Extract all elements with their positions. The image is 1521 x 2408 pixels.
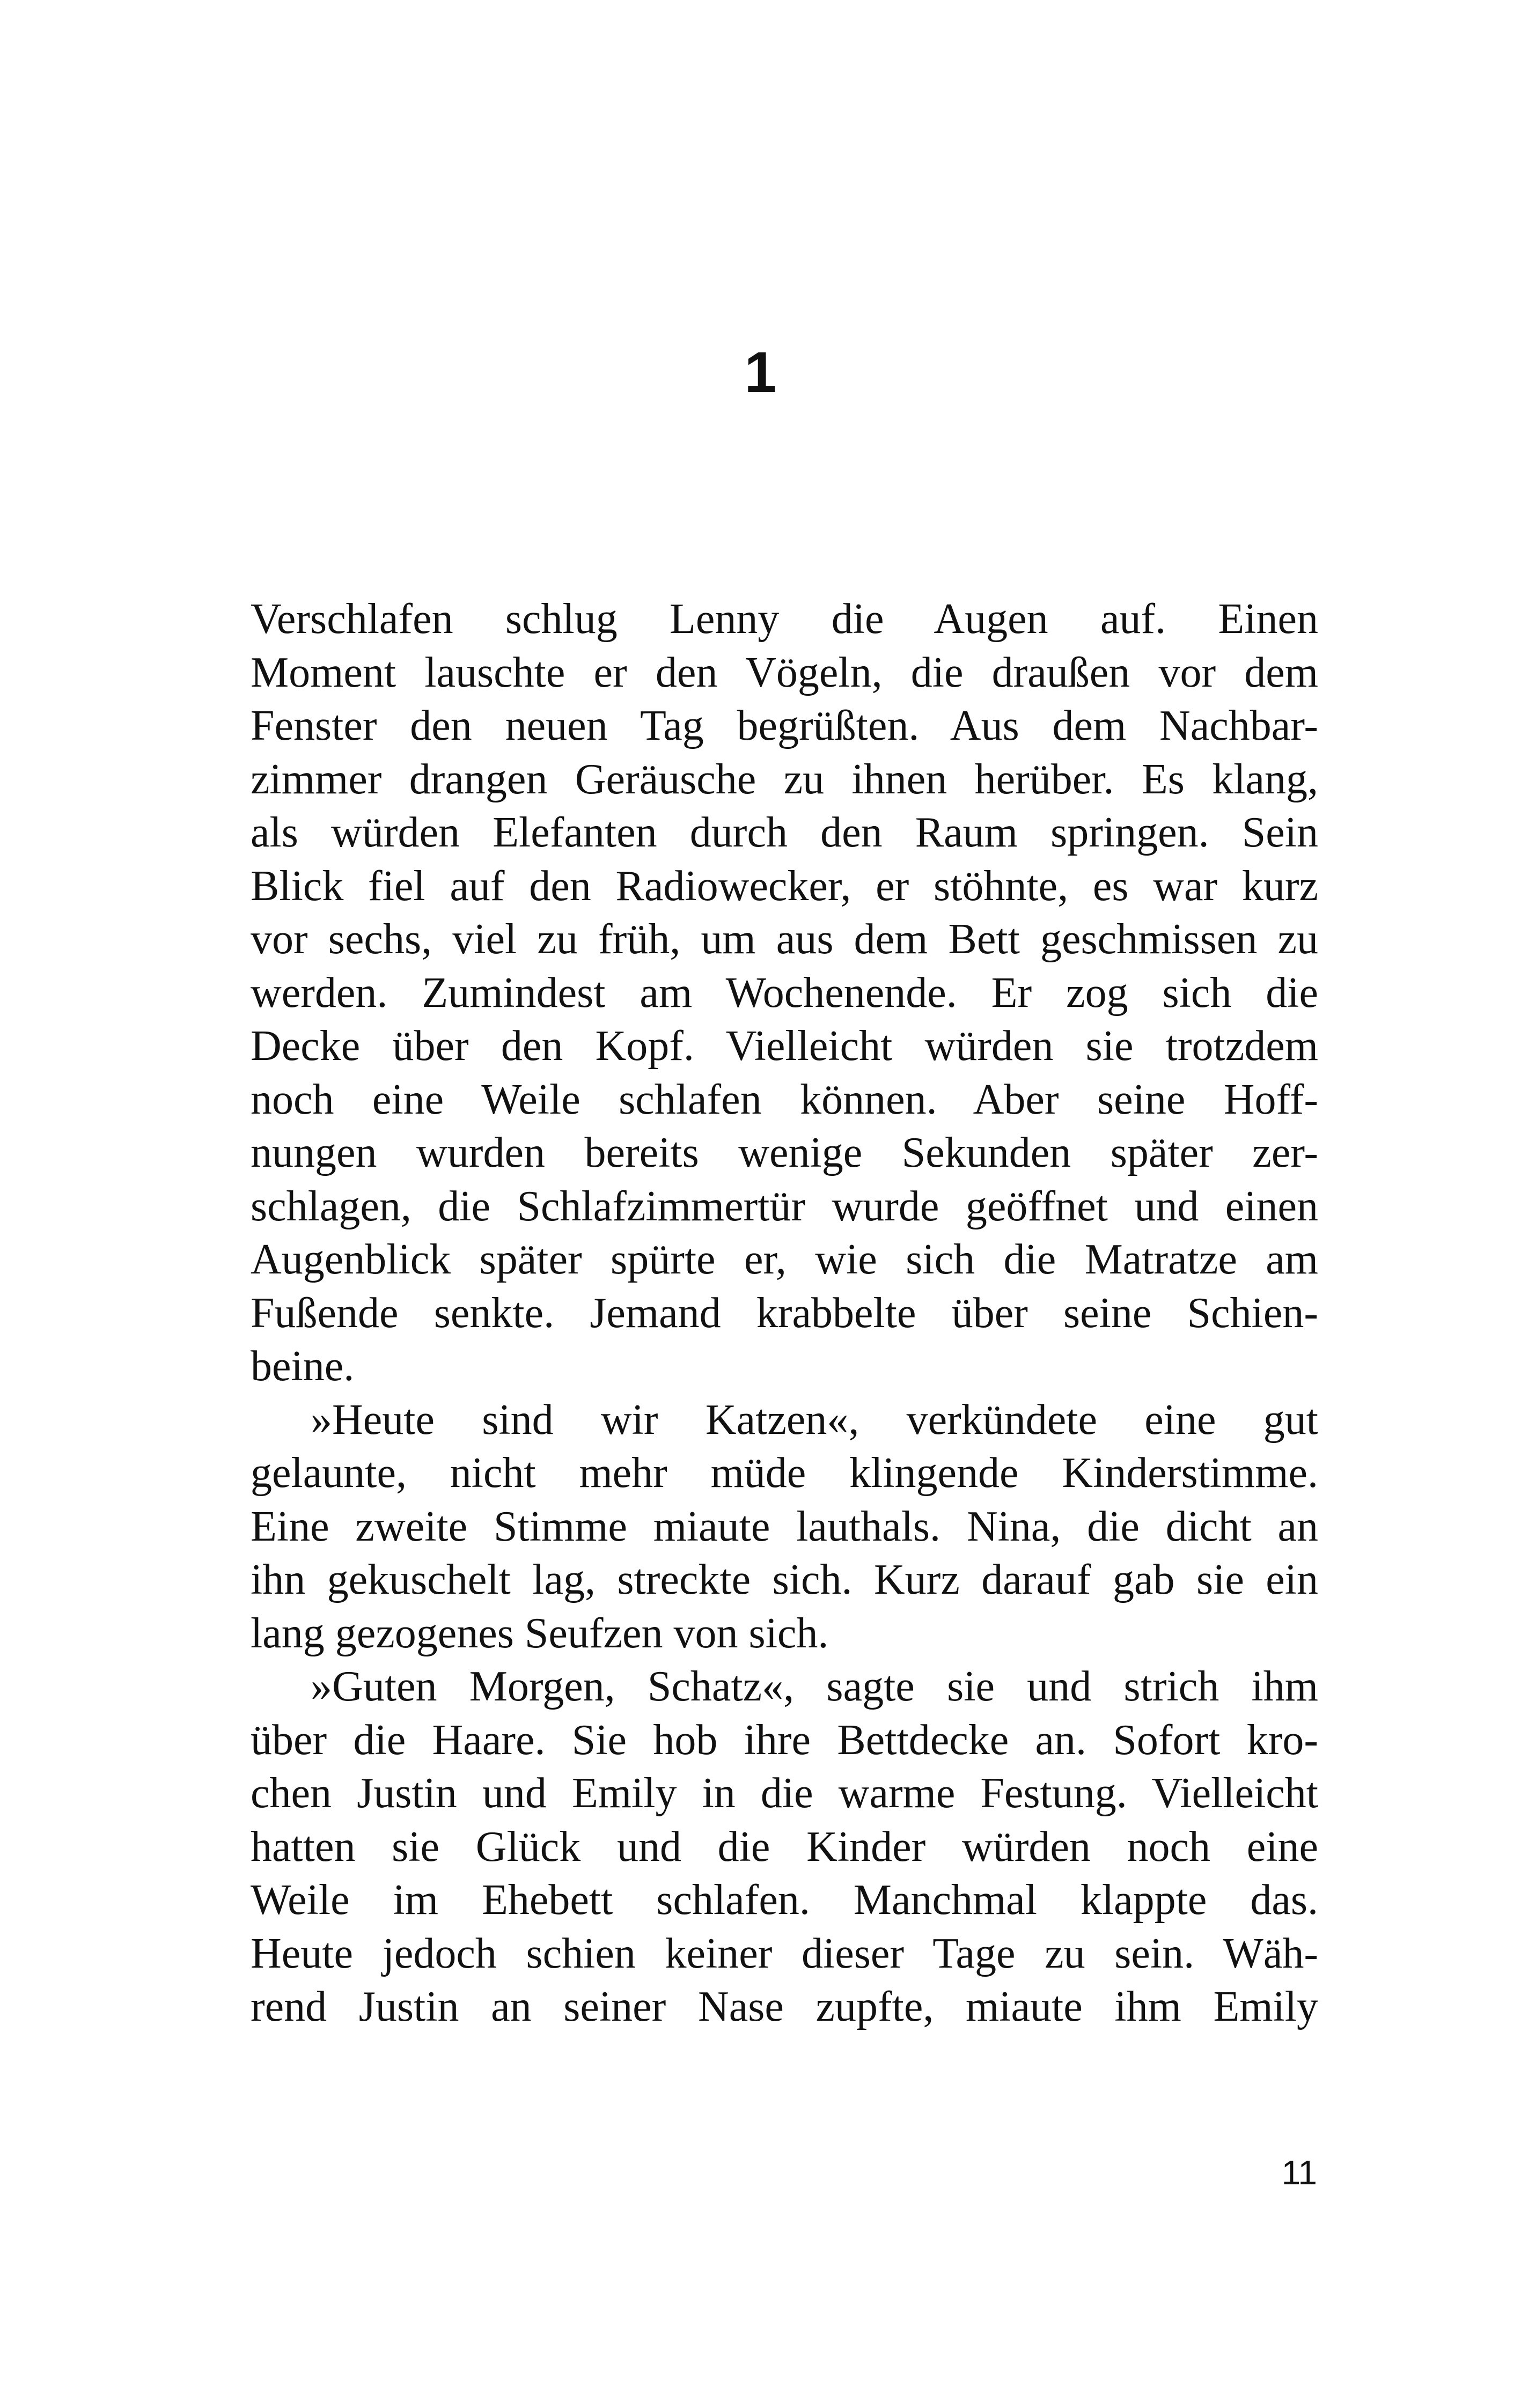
text-line: Fußende senkte. Jemand krabbelte über seine Schien- [251, 1289, 1318, 1337]
text-line: Verschlafen schlug Lenny die Augen auf. Einen [251, 595, 1318, 643]
text-line: rend Justin an seiner Nase zupfte, miaute ihm Emily [251, 1983, 1318, 2030]
text-line: Decke über den Kopf. Vielleicht würden sie trotzdem [251, 1022, 1318, 1070]
body-text [251, 593, 1318, 2034]
text-line: ihn gekuschelt lag, streckte sich. Kurz darauf gab sie ein [251, 1556, 1318, 1603]
text-line: gelaunte, nicht mehr müde klingende Kinderstimme. [251, 1449, 1318, 1497]
text-line: Augenblick später spürte er, wie sich die Matratze am [251, 1236, 1318, 1283]
text-line: Eine zweite Stimme miaute lauthals. Nina, die dicht an [251, 1503, 1318, 1550]
text-line: chen Justin und Emily in die warme Festung. Vielleicht [251, 1770, 1318, 1817]
text-line: Moment lauschte er den Vögeln, die draußen vor dem [251, 649, 1318, 696]
text-line: werden. Zumindest am Wochenende. Er zog sich die [251, 969, 1318, 1017]
text-line: noch eine Weile schlafen können. Aber seine Hoff- [251, 1076, 1318, 1123]
text-line: Weile im Ehebett schlafen. Manchmal klappte das. [251, 1876, 1318, 1924]
text-line: über die Haare. Sie hob ihre Bettdecke an. Sofort kro- [251, 1716, 1318, 1764]
text-line: Blick fiel auf den Radiowecker, er stöhnte, es war kurz [251, 862, 1318, 910]
text-line: schlagen, die Schlafzimmertür wurde geöffnet und einen [251, 1182, 1318, 1230]
text-line: hatten sie Glück und die Kinder würden noch eine [251, 1823, 1318, 1871]
text-line: lang gezogenes Seufzen von sich. [251, 1609, 829, 1657]
page-number: 11 [1281, 2153, 1317, 2192]
text-line: vor sechs, viel zu früh, um aus dem Bett geschmissen zu [251, 916, 1318, 963]
text-line: nungen wurden bereits wenige Sekunden später zer- [251, 1129, 1318, 1176]
text-line: beine. [251, 1343, 355, 1390]
text-line: »Guten Morgen, Schatz«, sagte sie und strich ihm [311, 1663, 1318, 1710]
text-line: »Heute sind wir Katzen«, verkündete eine gut [311, 1396, 1318, 1444]
chapter-number: 1 [744, 340, 777, 404]
text-line: als würden Elefanten durch den Raum springen. Sein [251, 809, 1318, 856]
text-line: Heute jedoch schien keiner dieser Tage zu sein. Wäh- [251, 1930, 1318, 1977]
text-line: Fenster den neuen Tag begrüßten. Aus dem Nachbar- [251, 702, 1318, 749]
text-line: zimmer drangen Geräusche zu ihnen herüber. Es klang, [251, 755, 1318, 803]
